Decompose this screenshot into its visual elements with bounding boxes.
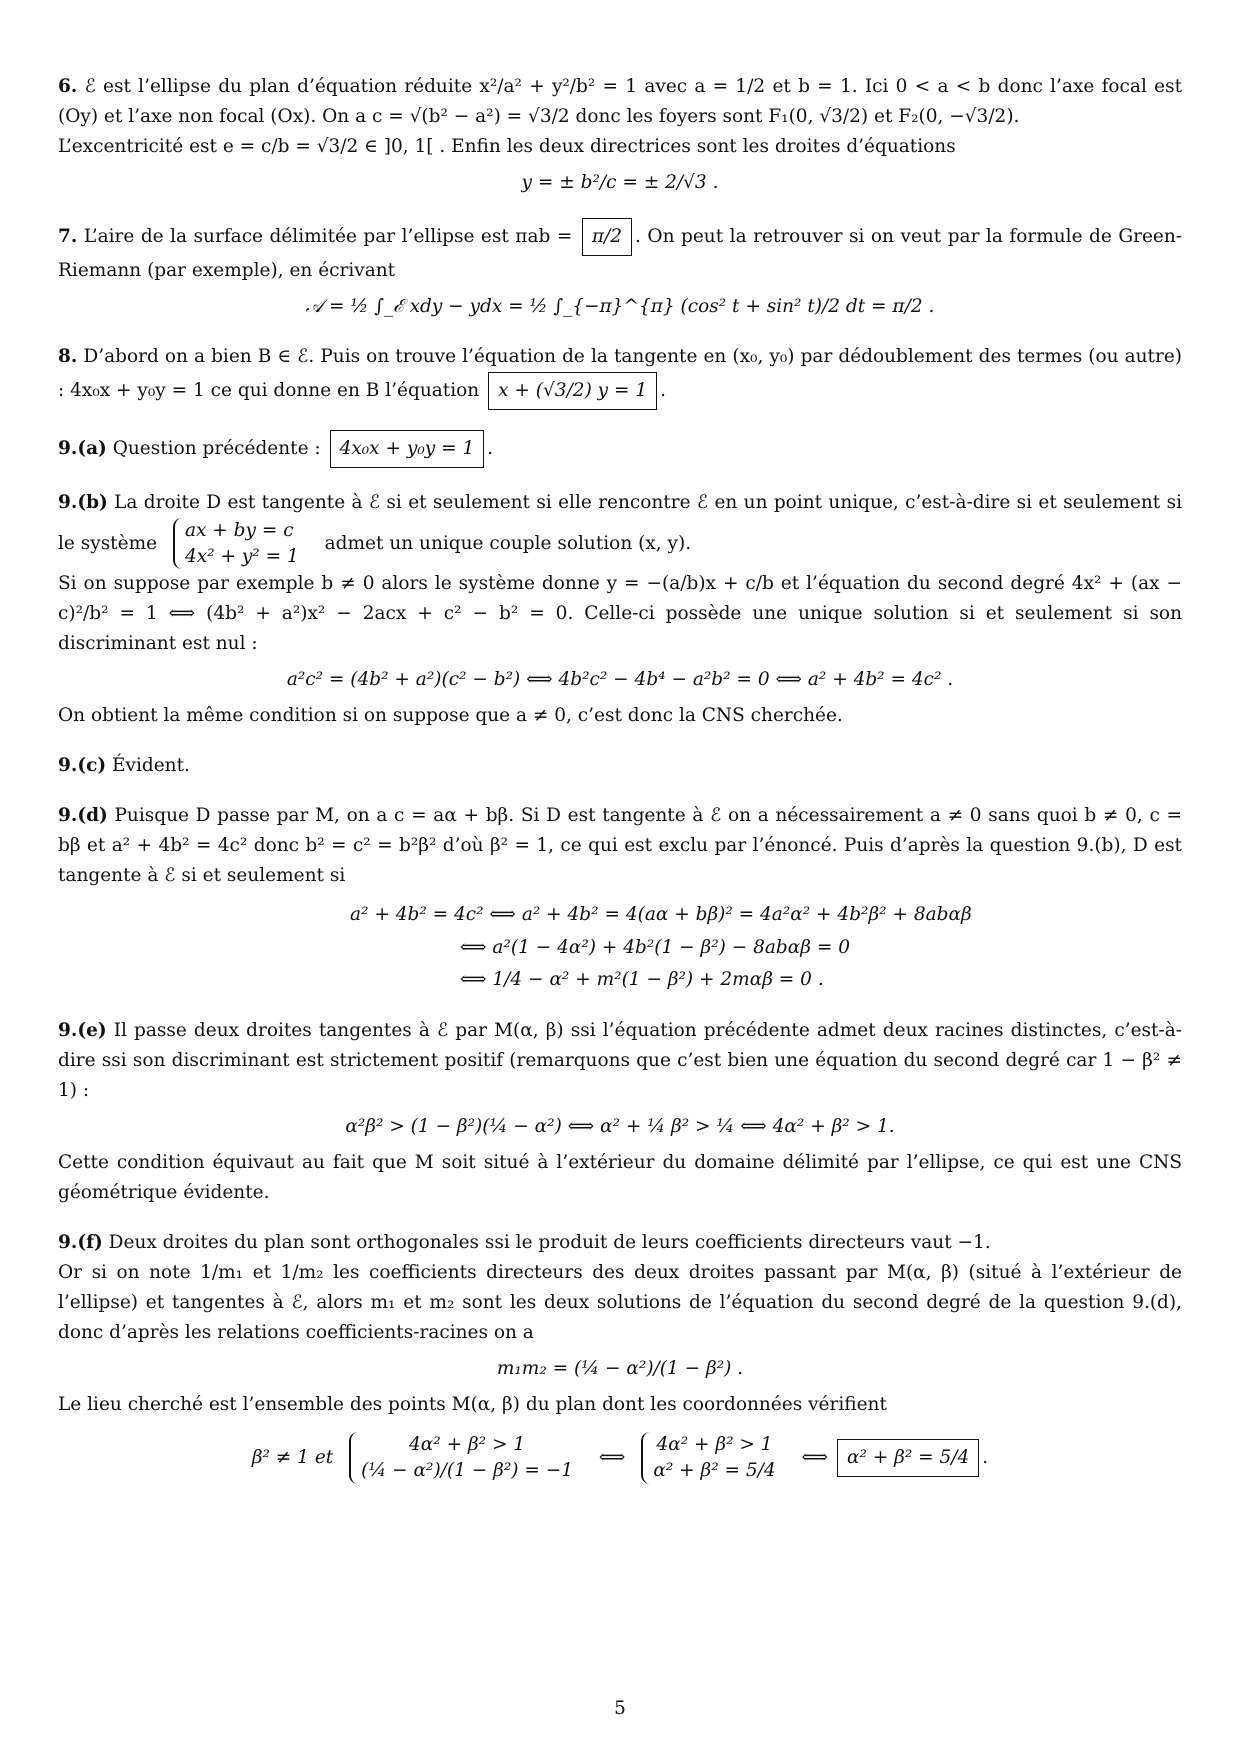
boxed-answer: 4x₀x + y₀y = 1 bbox=[330, 430, 485, 468]
question-text: . bbox=[660, 379, 667, 401]
question-text: Il passe deux droites tangentes à ℰ par M(α, β) ssi l’équation précédente admet deux racines distinctes, c’est-à-dire ssi son discriminant est strictement positif (remarquons que c’est bien une équation du second degré car 1 − β² ≠ 1) : bbox=[58, 1020, 1182, 1102]
question-9b-conclusion bbox=[58, 701, 1182, 731]
question-9b-continued bbox=[58, 569, 1182, 659]
question-number: 9.(f) bbox=[58, 1232, 103, 1254]
question-text: admet un unique couple solution (x, y). bbox=[324, 532, 692, 554]
question-9e-conclusion bbox=[58, 1148, 1182, 1208]
paragraph-text: L’excentricité est e = c/b = √3/2 ∈ ]0, 1[ . Enfin les deux directrices sont les droites d’équations bbox=[58, 135, 956, 157]
question-8 bbox=[58, 342, 1182, 410]
question-9e bbox=[58, 1016, 1182, 1106]
display-equation: m₁m₂ = (¼ − α²)/(1 − β²) . bbox=[496, 1357, 744, 1379]
question-number: 6. bbox=[58, 76, 78, 97]
display-equation: y = ± b²/c = ± 2/√3 . bbox=[521, 171, 719, 193]
system-line: 4α² + β² > 1 bbox=[656, 1433, 773, 1455]
question-9c bbox=[58, 751, 1182, 781]
display-equation: a²c² = (4b² + a²)(c² − b²) ⟺ 4b²c² − 4b⁴ − a²b² = 0 ⟺ a² + 4b² = 4c² . bbox=[286, 669, 954, 691]
question-number: 9.(a) bbox=[58, 437, 107, 459]
paragraph-text: Cette condition équivaut au fait que M soit situé à l’extérieur du domaine délimité par l’ellipse, ce qui est une CNS géométrique évidente. bbox=[58, 1152, 1182, 1204]
question-6 bbox=[58, 72, 1182, 132]
paragraph-text: On obtient la même condition si on suppose que a ≠ 0, c’est donc la CNS cherchée. bbox=[58, 705, 843, 727]
question-number: 9.(e) bbox=[58, 1020, 107, 1042]
page-number: 5 bbox=[614, 1698, 626, 1719]
question-9f bbox=[58, 1228, 1182, 1258]
question-9f-locus bbox=[58, 1390, 1182, 1420]
question-9f-continued bbox=[58, 1258, 1182, 1348]
paragraph-text: Le lieu cherché est l’ensemble des points M(α, β) du plan dont les coordonnées vérifient bbox=[58, 1393, 887, 1415]
question-number: 9.(c) bbox=[58, 755, 107, 777]
question-9b bbox=[58, 488, 1182, 570]
question-9a bbox=[58, 430, 1182, 468]
question-text: Puisque D passe par M, on a c = aα + bβ. Si D est tangente à ℰ on a nécessairement a ≠ 0 sans quoi b ≠ 0, c = bβ et a² + 4b² = 4c² donc b² = c² = b²β² d’où β² = 1, ce qui est exclu par l’énoncé. Puis d’après la question 9.(b), D est tangente à ℰ si et seulement si bbox=[58, 805, 1182, 887]
boxed-answer: x + (√3/2) y = 1 bbox=[488, 372, 657, 410]
system-line: 4α² + β² > 1 bbox=[409, 1433, 526, 1455]
equivalence-symbol: ⟺ bbox=[801, 1446, 829, 1468]
boxed-answer: α² + β² = 5/4 bbox=[837, 1439, 979, 1477]
question-text: Évident. bbox=[111, 755, 190, 777]
question-9d bbox=[58, 801, 1182, 891]
system-line: ax + by = c bbox=[184, 519, 294, 541]
final-period: . bbox=[982, 1446, 989, 1468]
aligned-line: ⟺ a²(1 − 4α²) + 4b²(1 − β²) − 8abαβ = 0 bbox=[460, 936, 850, 958]
aligned-line: ⟺ 1/4 − α² + m²(1 − β²) + 2mαβ = 0 . bbox=[460, 968, 824, 990]
question-number: 7. bbox=[58, 225, 78, 247]
system-line: 4x² + y² = 1 bbox=[184, 545, 299, 567]
equation-system bbox=[173, 518, 309, 570]
question-6-eccentricity bbox=[58, 132, 1182, 162]
boxed-answer: π/2 bbox=[582, 218, 632, 256]
system-line: α² + β² = 5/4 bbox=[653, 1459, 776, 1481]
question-number: 8. bbox=[58, 345, 78, 367]
condition-text: β² ≠ 1 et bbox=[251, 1446, 334, 1468]
question-text: D’abord on a bien B ∈ ℰ. Puis on trouve l’équation de la tangente en (x₀, y₀) par dédoublement des termes (ou autre) : 4x₀x + y₀y = 1 ce qui donne en B l’équation bbox=[58, 345, 1182, 401]
aligned-equations bbox=[350, 899, 1182, 996]
paragraph-text: Si on suppose par exemple b ≠ 0 alors le système donne y = −(a/b)x + c/b et l’équation du second degré 4x² + (ax − c)²/b² = 1 ⟺ (4b² + a²)x² − 2acx + c² − b² = 0. Celle-ci possède une unique solution si et seulement si son discriminant est nul : bbox=[58, 573, 1182, 655]
aligned-line: a² + 4b² = 4c² ⟺ a² + 4b² = 4(aα + bβ)² = 4a²α² + 4b²β² + 8abαβ bbox=[350, 904, 972, 926]
question-number: 9.(d) bbox=[58, 805, 108, 827]
system-line: (¼ − α²)/(1 − β²) = −1 bbox=[361, 1459, 574, 1481]
question-text: L’aire de la surface délimitée par l’ellipse est πab = bbox=[83, 225, 573, 247]
display-equation: α²β² > (1 − β²)(¼ − α²) ⟺ α² + ¼ β² > ¼ ⟺ 4α² + β² > 1. bbox=[345, 1116, 895, 1138]
display-equation: 𝒜 = ½ ∫_ℰ xdy − ydx = ½ ∫_{−π}^{π} (cos² t + sin² t)/2 dt = π/2 . bbox=[305, 295, 935, 317]
equation-system bbox=[641, 1432, 785, 1484]
equation-system bbox=[349, 1432, 583, 1484]
question-text: Deux droites du plan sont orthogonales ssi le produit de leurs coefficients directeurs vaut −1. bbox=[108, 1232, 991, 1254]
question-text: . bbox=[487, 437, 494, 459]
question-text: Question précédente : bbox=[112, 437, 321, 459]
question-number: 9.(b) bbox=[58, 491, 108, 513]
final-result bbox=[58, 1432, 1182, 1484]
question-7 bbox=[58, 218, 1182, 286]
question-text: ℰ est l’ellipse du plan d’équation réduite x²/a² + y²/b² = 1 avec a = 1/2 et b = 1. Ici 0 < a < b donc l’axe focal est (Oy) et l’axe non focal (Ox). On a c = √(b² − a²) = √3/2 donc les foyers sont F₁(0, √3/2) et F₂(0, −√3/2). bbox=[58, 76, 1183, 127]
equivalence-symbol: ⟺ bbox=[598, 1446, 626, 1468]
question-text: La droite D est tangente à ℰ si et seulement si elle rencontre ℰ en un point unique, c’est-à-dire si et seulement si le système bbox=[58, 491, 1182, 554]
paragraph-text: Or si on note 1/m₁ et 1/m₂ les coefficients directeurs des deux droites passant par M(α, β) (situé à l’extérieur de l’ellipse) et tangentes à ℰ, alors m₁ et m₂ sont les deux solutions de l’équation du second degré de la question 9.(d), donc d’après les relations coefficients-racines on a bbox=[58, 1262, 1182, 1343]
question-text: . On peut la retrouver si on veut par la formule de Green-Riemann (par exemple), en écrivant bbox=[58, 225, 1183, 281]
